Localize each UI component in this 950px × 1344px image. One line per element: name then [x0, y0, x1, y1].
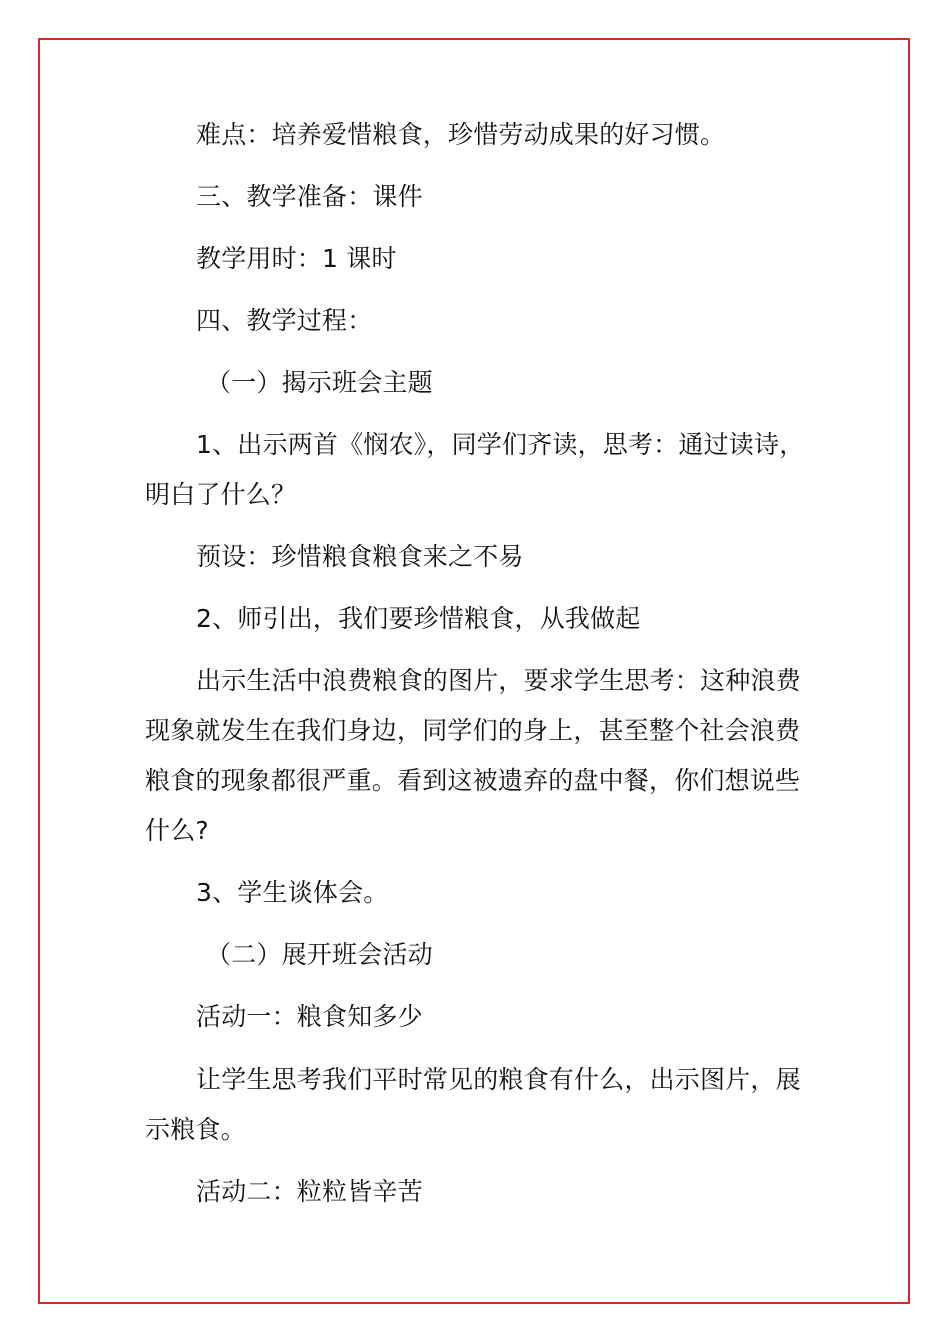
paragraph-line: 粮食的现象都很严重。看到这被遗弃的盘中餐，你们想说些 — [145, 766, 801, 795]
paragraph-line: 现象就发生在我们身边，同学们的身上，甚至整个社会浪费 — [145, 716, 801, 745]
paragraph-line: 示粮食。 — [145, 1115, 246, 1144]
paragraph-line: 难点：培养爱惜粮食，珍惜劳动成果的好习惯。 — [196, 120, 726, 149]
paragraph-line: 明白了什么？ — [145, 480, 297, 509]
paragraph-line: 1、出示两首《悯农》，同学们齐读，思考：通过读诗， — [196, 430, 805, 459]
paragraph-line: 预设：珍惜粮食粮食来之不易 — [196, 542, 524, 571]
section-heading: 三、教学准备：课件 — [196, 182, 423, 211]
activity-heading: 活动二：粒粒皆辛苦 — [196, 1177, 423, 1206]
subsection-heading: （二）展开班会活动 — [206, 940, 433, 969]
paragraph-line: 2、师引出，我们要珍惜粮食，从我做起 — [196, 604, 641, 633]
paragraph-line: 出示生活中浪费粮食的图片，要求学生思考：这种浪费 — [196, 666, 801, 695]
paragraph-line: 让学生思考我们平时常见的粮食有什么，出示图片，展 — [196, 1065, 801, 1094]
paragraph-line: 什么? — [145, 816, 209, 845]
paragraph-line: 教学用时：1 课时 — [196, 244, 397, 273]
activity-heading: 活动一：粮食知多少 — [196, 1002, 423, 1031]
subsection-heading: （一）揭示班会主题 — [206, 368, 433, 397]
paragraph-line: 3、学生谈体会。 — [196, 878, 389, 907]
section-heading: 四、教学过程： — [196, 306, 373, 335]
